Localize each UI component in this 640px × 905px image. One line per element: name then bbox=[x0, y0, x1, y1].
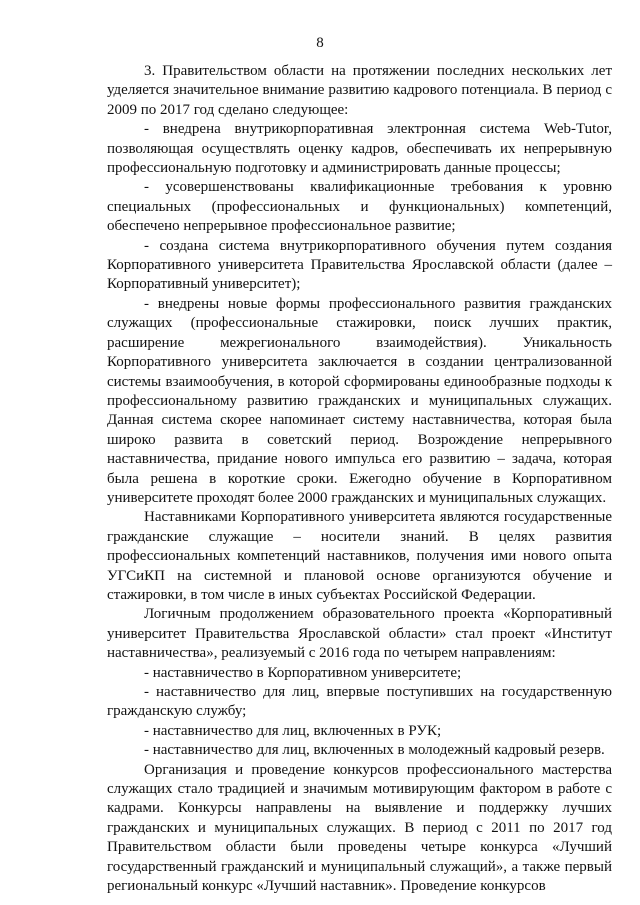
list-item-qualification: - усовершенствованы квалификационные требования к уровню специальных (профессиональных и функциональных) компетенций, обеспечено непрерывное профессиональное развитие; bbox=[107, 179, 612, 235]
list-item-mentorship-2: - наставничество для лиц, впервые поступивших на государственную гражданскую службу; bbox=[107, 684, 612, 720]
paragraph-intro: 3. Правительством области на протяжении последних нескольких лет уделяется значительное внимание развитию кадрового потенциала. В период с 2009 по 2017 год сделано следующее: bbox=[107, 63, 612, 118]
list-item-mentorship-3: - наставничество для лиц, включенных в РУК; bbox=[144, 722, 442, 739]
body-text bbox=[107, 62, 612, 896]
paragraph-contests: Организация и проведение конкурсов профессионального мастерства служащих стало традицией и значимым мотивирующим фактором в работе с кадрами. Конкурсы направлены на выявление и поддержку лучших гражданских и муниципальных служащих. В период с 2011 по 2017 год Правительством области были проведены четыре конкурса «Лучший государственный гражданский и муниципальный служащий», а также первый региональный конкурс «Лучший наставник». Проведение конкурсов bbox=[107, 761, 612, 895]
paragraph-mentorship-project: Логичным продолжением образовательного проекта «Корпоративный университет Правительства Ярославской области» стал проект «Институт наставничества», реализуемый с 2016 года по четырем направлениям: bbox=[107, 606, 612, 662]
list-item-new-forms: - внедрены новые формы профессионального развития гражданских служащих (профессиональные стажировки, поиск лучших практик, расширение межрегионального взаимодействия). Уникальность Корпоративного университета заключается в создании централизованной системы взаимообучения, в которой сформированы единообразные подходы к профессиональному развитию гражданских и муниципальных служащих. Данная система скорее напоминает систему наставничества, которая была широко развита в советский период. Возрождение непрерывного наставничества, придание нового импульса его развитию – задача, которая была решена в короткие сроки. Ежегодно обучение в Корпоративном университете проходят более 2000 гражданских и муниципальных служащих. bbox=[107, 295, 612, 506]
list-item-web-tutor: - внедрена внутрикорпоративная электронная система Web-Tutor, позволяющая осуществлять оценку кадров, обеспечивать их непрерывную профессиональную подготовку и администрировать данные процессы; bbox=[107, 121, 612, 177]
paragraph-mentors: Наставниками Корпоративного университета являются государственные гражданские служащие – носители знаний. В целях развития профессиональных компетенций наставников, получения ими нового опыта УГСиКП на системной и плановой основе организуются обучение и стажировки, в том числе в иных субъектах Российской Федерации. bbox=[107, 509, 612, 603]
list-item-mentorship-1: - наставничество в Корпоративном университете; bbox=[144, 664, 462, 681]
page-number: 8 bbox=[316, 35, 324, 51]
list-item-corporate-university: - создана система внутрикорпоративного обучения путем создания Корпоративного университета Правительства Ярославской области (далее – Корпоративный университет); bbox=[107, 237, 612, 293]
list-item-mentorship-4: - наставничество для лиц, включенных в молодежный кадровый резерв. bbox=[144, 742, 605, 759]
